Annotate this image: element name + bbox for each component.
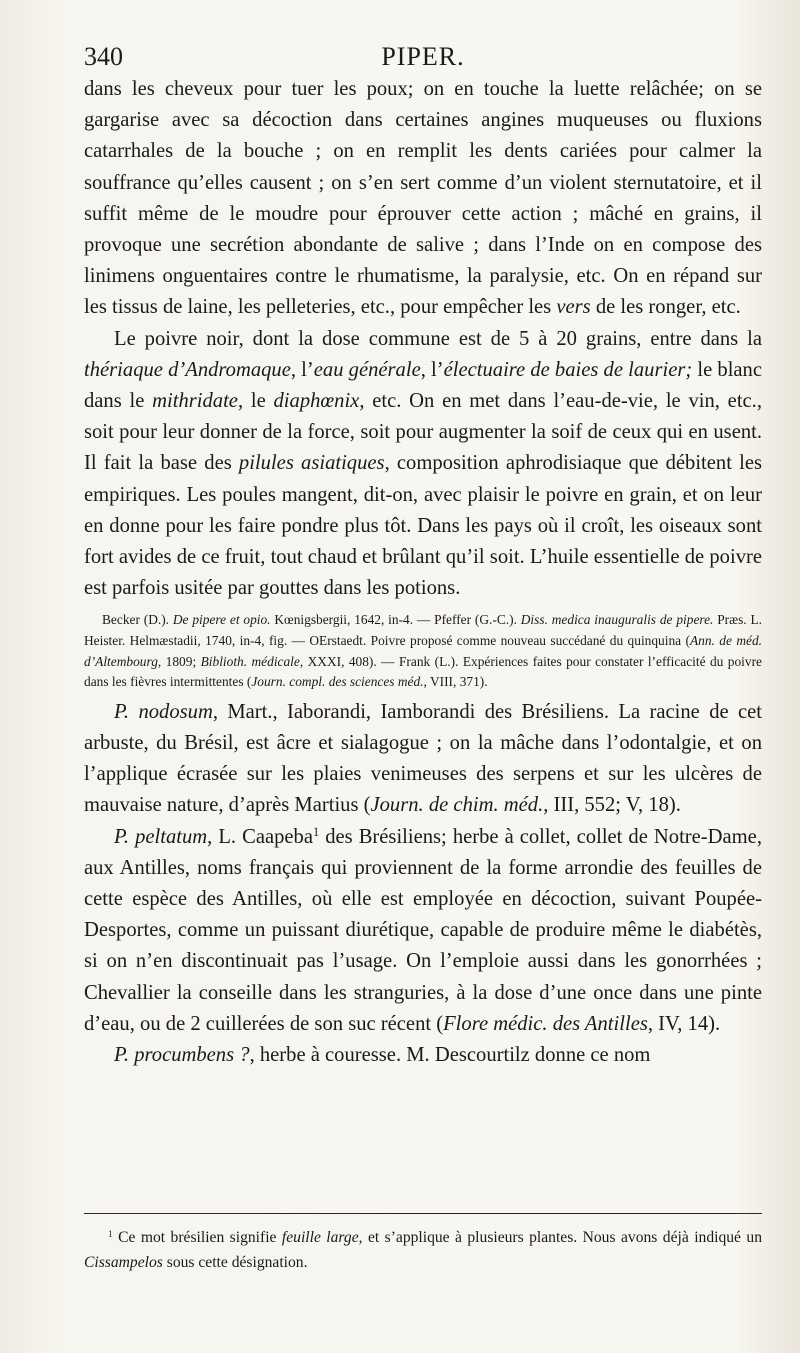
- italic-title: De pipere et opio.: [172, 612, 271, 628]
- italic-title: Journ. compl. des sciences méd.: [251, 674, 424, 690]
- paragraph-2: [84, 324, 762, 605]
- text-span: sous cette désignation.: [162, 1254, 308, 1271]
- italic-title: Journ. de chim. méd.: [370, 794, 544, 817]
- text-span: , et s’applique à plusieurs plantes. Nous avons déjà indiqué un: [358, 1229, 762, 1246]
- italic-title: Ann. de méd. d’Altembourg: [84, 633, 762, 669]
- text-span: Kœnigsbergii, 1642, in-4. — Pfeffer (G.-C.).: [270, 612, 521, 628]
- species-name: P. nodosum: [114, 700, 213, 723]
- text-span: de les ronger, etc.: [590, 296, 741, 319]
- text-span: le blanc dans le: [84, 358, 762, 413]
- page-number: 340: [84, 42, 123, 71]
- paragraph-1: [84, 74, 762, 324]
- text-span: , composition aphrodisiaque que débitent les empiriques. Les poules mangent, dit-on, avec plaisir le poivre en grain, et on leur en donne pour les faire pondre plus tôt. Dans les pays où il croît, les oiseaux sont fort avides de ce fruit, tout chaud et brûlant qu’il soit. L’huile essentielle de poivre est parfois usitée par gouttes dans les potions.: [84, 452, 762, 600]
- footnote-number: 1: [108, 1229, 113, 1240]
- text-span: , IV, 14).: [647, 1012, 721, 1035]
- main-text: [84, 74, 762, 1071]
- italic-title: Flore médic. des Antilles: [443, 1012, 648, 1035]
- text-span: Præs. L. Heister. Helmæstadii, 1740, in-4, fig. — OErstaedt. Poivre proposé comme nouveau succédané du quinquina (: [84, 612, 762, 649]
- footnote-divider: [84, 1213, 762, 1214]
- text-span: , etc. On en met dans l’eau-de-vie, le vin, etc., soit pour leur donner de la force, soit pour augmenter la soif de ceux qui en usent. Il fait la base des: [84, 390, 762, 475]
- paragraph-nodosum: [84, 697, 762, 822]
- italic-term: mithridate: [152, 390, 238, 413]
- species-name: P. procumbens ?: [114, 1044, 250, 1067]
- running-title: PIPER.: [381, 42, 465, 71]
- species-name: P. peltatum: [114, 825, 208, 848]
- text-span: , le: [237, 390, 274, 413]
- italic-term: thériaque d’Andromaque: [84, 358, 291, 381]
- text-span: , 1809;: [157, 653, 201, 669]
- text-span: Ce mot brésilien signifie: [112, 1229, 282, 1246]
- paragraph-peltatum: [84, 822, 762, 1040]
- italic-term: feuille large: [281, 1229, 359, 1246]
- bibliography-references: [84, 610, 762, 692]
- italic-term: Cissampelos: [84, 1254, 163, 1271]
- paragraph-procumbens: [84, 1040, 762, 1071]
- text-span: , Mart., Iaborandi, Iamborandi des Brésiliens. La racine de cet arbuste, du Brésil, est âcre et sialagogue ; on la mâche dans l’odontalgie, et on l’applique écrasée sur les plaies venimeuses des serpens et sur les ulcères de mauvaise nature, d’après Martius (: [84, 700, 762, 817]
- text-span: , L. Caapeba: [207, 825, 313, 848]
- italic-term: diaphœnix: [273, 390, 360, 413]
- text-span: , XXXI, 408). — Frank (L.). Expériences faites pour constater l’efficacité du poivre dans les fièvres intermittentes (: [84, 653, 762, 690]
- text-span: des Brésiliens; herbe à collet, collet de Notre-Dame, aux Antilles, noms français qui proviennent de la forme arrondie des feuilles de cette espèce des Antilles, où elle est employée en décoction, suivant Poupée-Desportes, comme un puissant diurétique, capable de produire même le diabétès, si on n’en discontinuait pas l’usage. On l’emploie aussi dans les gonorrhées ; Chevallier la conseille dans les stranguries, à la dose d’une once dans une pinte d’eau, ou de 2 cuillerées de son suc récent (: [84, 825, 762, 1035]
- text-span: , VIII, 371).: [423, 674, 488, 690]
- italic-term: électuaire de baies de laurier;: [443, 358, 693, 381]
- text-span: Le poivre noir, dont la dose commune est de 5 à 20 grains, entre dans la: [114, 327, 762, 350]
- italic-term: pilules asiatiques: [238, 452, 385, 475]
- text-span: , herbe à couresse. M. Descourtilz donne ce nom: [249, 1044, 651, 1067]
- text-span: , l’: [290, 358, 314, 381]
- footnote: [84, 1225, 762, 1275]
- text-span: , III, 552; V, 18).: [543, 794, 681, 817]
- text-span: Becker (D.).: [102, 612, 173, 628]
- italic-title: Diss. medica inauguralis de pipere.: [520, 612, 714, 628]
- text-span: dans les cheveux pour tuer les poux; on en touche la luette relâchée; on se gargarise avec sa décoction dans certaines angines muqueuses ou fluxions catarrhales de la bouche ; on en remplit les dents cariées pour calmer la souffrance qu’elles causent ; on s’en sert comme d’un violent sternutatoire, et il suffit même de le moudre pour éprouver cette action ; mâché en grains, il provoque une secrétion abondante de salive ; dans l’Inde on en compose des linimens onguentaires contre le rhumatisme, la paralysie, etc. On en répand sur les tissus de laine, les pelleteries, etc., pour empêcher les: [84, 78, 762, 319]
- footnote-marker: 1: [313, 824, 320, 839]
- italic-term: vers: [556, 296, 591, 319]
- italic-term: eau générale: [313, 358, 421, 381]
- italic-title: Biblioth. médicale: [200, 653, 300, 669]
- text-span: , l’: [420, 358, 444, 381]
